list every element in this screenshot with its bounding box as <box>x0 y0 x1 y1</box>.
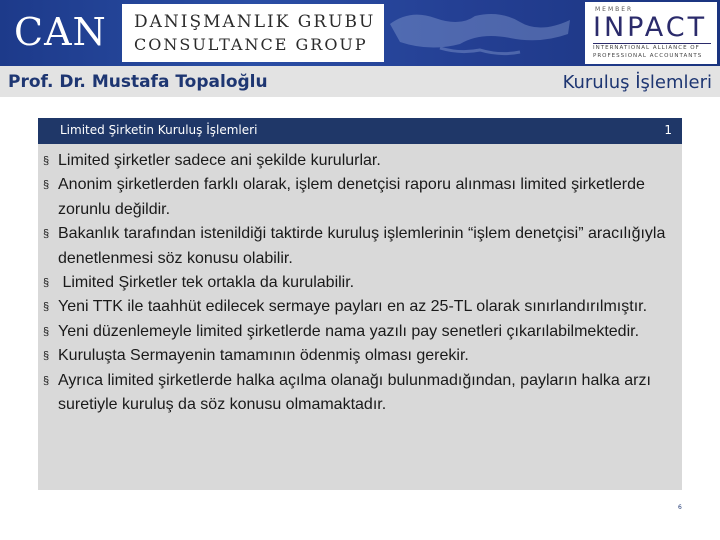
card-body <box>38 144 682 490</box>
bullet-item <box>43 149 679 173</box>
square-bullet-icon: § <box>43 350 50 363</box>
bullet-item <box>43 173 679 222</box>
inpact-logo <box>585 2 717 64</box>
square-bullet-icon: § <box>43 325 50 338</box>
can-logo: CAN <box>14 10 107 54</box>
header-banner <box>0 0 720 66</box>
bullet-text: Limited Şirketler tek ortakla da kurulabilir. <box>58 274 355 292</box>
bullet-text: Bakanlık tarafından istenildiği taktirde kuruluş işlemlerinin “işlem denetçisi” aracılığıyla denetlenmesi söz konusu olabilir. <box>58 225 666 267</box>
page-number: 6 <box>678 504 682 511</box>
bullet-item <box>43 320 679 344</box>
consultancy-logo <box>122 4 384 62</box>
bullet-item <box>43 369 679 418</box>
author-name: Prof. Dr. Mustafa Topaloğlu <box>8 72 268 92</box>
card-header <box>38 118 682 144</box>
bullet-item <box>43 222 679 271</box>
inpact-subtitle-2: PROFESSIONAL ACCOUNTANTS <box>593 53 703 59</box>
inpact-subtitle-1: INTERNATIONAL ALLIANCE OF <box>593 45 700 51</box>
bullet-text: Yeni TTK ile taahhüt edilecek sermaye payları en az 25-TL olarak sınırlandırılmıştır. <box>58 298 648 316</box>
bullet-text: Yeni düzenlemeyle limited şirketlerde nama yazılı pay senetleri çıkarılabilmektedir. <box>58 322 640 340</box>
square-bullet-icon: § <box>43 155 50 167</box>
bullet-text: Anonim şirketlerden farklı olarak, işlem denetçisi raporu alınması limited şirketlerde zorunlu değildir. <box>58 176 645 218</box>
card-heading: Limited Şirketin Kuruluş İşlemleri <box>60 123 258 137</box>
inpact-divider <box>593 43 711 44</box>
inpact-member-label: MEMBER <box>595 6 634 13</box>
inpact-wordmark: INPACT <box>593 12 708 43</box>
square-bullet-icon: § <box>43 179 50 192</box>
consultancy-line-2: CONSULTANCE GROUP <box>134 35 368 54</box>
bullet-item <box>43 344 679 368</box>
square-bullet-icon: § <box>43 277 50 290</box>
bullet-item <box>43 271 679 295</box>
bullet-list <box>43 149 679 417</box>
square-bullet-icon: § <box>43 228 50 241</box>
square-bullet-icon: § <box>43 374 50 387</box>
section-title: Kuruluş İşlemleri <box>562 72 712 93</box>
consultancy-line-1: DANIŞMANLIK GRUBU <box>134 12 376 32</box>
square-bullet-icon: § <box>43 301 50 314</box>
world-map-graphic <box>380 4 580 62</box>
card-number: 1 <box>664 123 672 137</box>
bullet-text: Limited şirketler sadece ani şekilde kurulurlar. <box>58 152 381 169</box>
bullet-text: Kuruluşta Sermayenin tamamının ödenmiş olması gerekir. <box>58 347 469 365</box>
title-bar <box>0 66 720 97</box>
bullet-item <box>43 295 679 319</box>
bullet-text: Ayrıca limited şirketlerde halka açılma olanağı bulunmadığından, payların halka arzı suretiyle kuruluş da söz konusu olmamaktadır. <box>58 371 651 414</box>
